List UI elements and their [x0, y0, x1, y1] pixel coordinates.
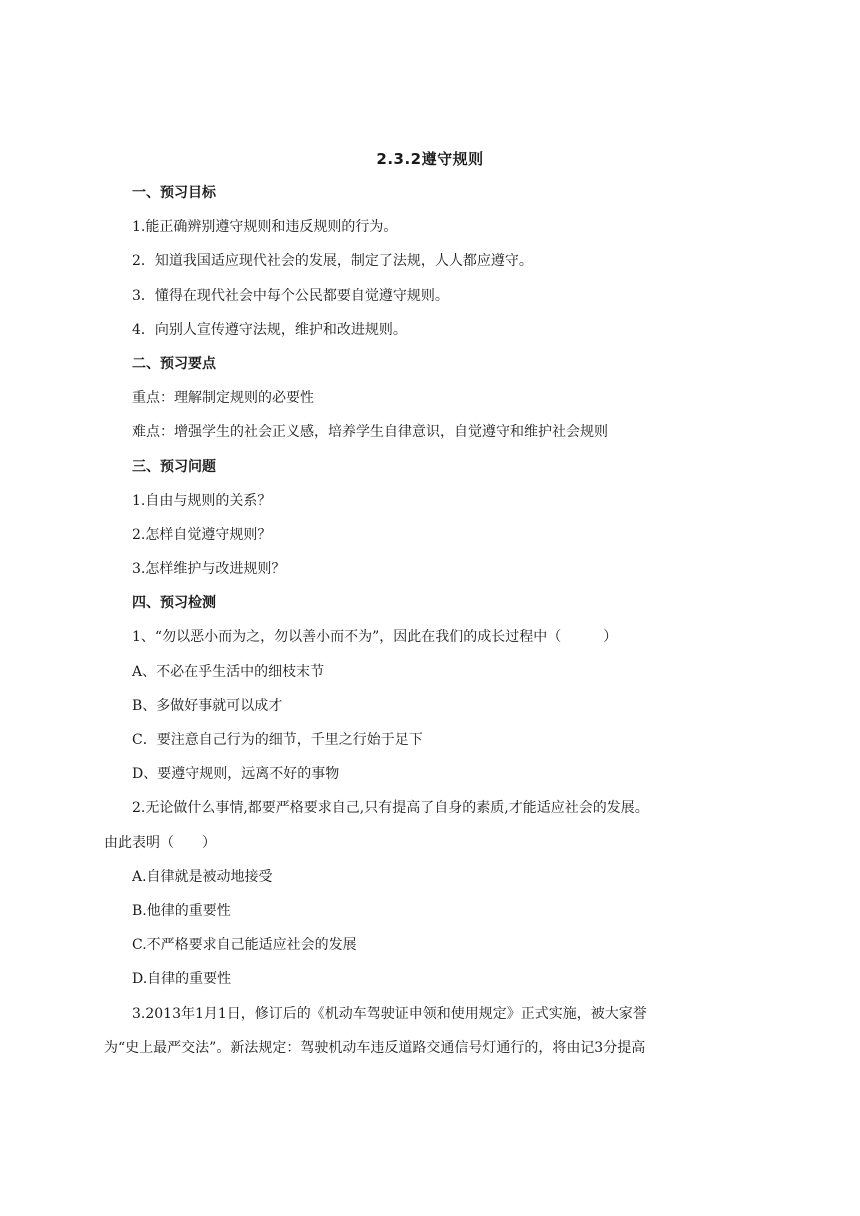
- document-title: 2.3.2遵守规则: [376, 150, 484, 168]
- answer-option: A.自律就是被动地接受: [132, 868, 273, 885]
- list-item: 3．懂得在现代社会中每个公民都要自觉遵守规则。: [132, 287, 449, 304]
- list-item: 重点：理解制定规则的必要性: [132, 390, 314, 407]
- question-stem-continuation: 为“史上最严交法”。新法规定：驾驶机动车违反道路交通信号灯通行的，将由记3分提高: [104, 1039, 646, 1056]
- answer-option: C.不严格要求自己能适应社会的发展: [132, 937, 357, 954]
- answer-option: B、多做好事就可以成才: [132, 697, 283, 714]
- list-item: 难点：增强学生的社会正义感，培养学生自律意识，自觉遵守和维护社会规则: [132, 424, 608, 441]
- document-body: [104, 182, 732, 1071]
- question-stem-continuation: 由此表明（ ）: [104, 834, 216, 851]
- list-item: 4．向别人宣传遵守法规，维护和改进规则。: [132, 321, 407, 338]
- list-item: 1.自由与规则的关系？: [132, 492, 272, 509]
- answer-option: D.自律的重要性: [132, 971, 232, 988]
- list-item: 2．知道我国适应现代社会的发展，制定了法规，人人都应遵守。: [132, 253, 533, 270]
- answer-option: B.他律的重要性: [132, 902, 231, 919]
- section-heading: 三、预习问题: [132, 458, 216, 475]
- list-item: 3.怎样维护与改进规则？: [132, 561, 286, 578]
- section-heading: 二、预习要点: [132, 355, 216, 372]
- list-item: 1.能正确辨别遵守规则和违反规则的行为。: [132, 219, 398, 236]
- answer-option: C．要注意自己行为的细节，千里之行始于足下: [132, 732, 423, 748]
- question-stem: 1、“勿以恶小而为之，勿以善小而不为”，因此在我们的成长过程中（ ）: [132, 629, 618, 646]
- answer-option: D、要遵守规则，远离不好的事物: [132, 766, 340, 783]
- section-heading: 四、预习检测: [132, 595, 216, 612]
- question-stem: 2.无论做什么事情,都要严格要求自己,只有提高了自身的素质,才能适应社会的发展。: [132, 800, 649, 817]
- list-item: 2.怎样自觉遵守规则？: [132, 526, 272, 543]
- question-stem: 3.2013年1月1日，修订后的《机动车驾驶证申领和使用规定》正式实施，被大家誉: [132, 1005, 647, 1022]
- answer-option: A、不必在乎生活中的细枝末节: [132, 663, 325, 680]
- section-heading: 一、预习目标: [132, 185, 216, 201]
